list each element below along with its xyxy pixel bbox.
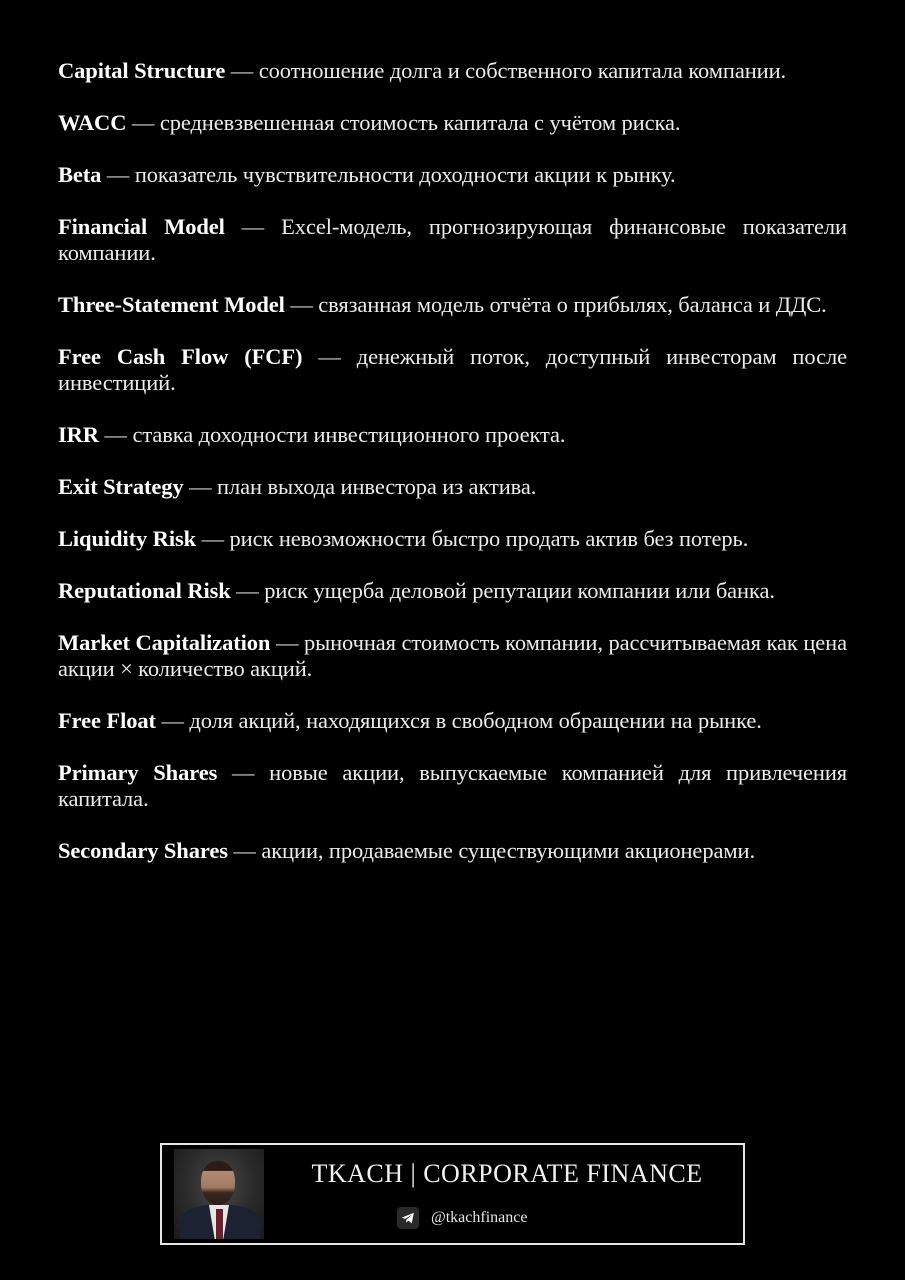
term: Exit Strategy xyxy=(58,474,184,499)
glossary-entry-beta xyxy=(58,162,847,188)
term: Financial Model xyxy=(58,214,225,239)
glossary-entry-free-cash-flow xyxy=(58,344,847,396)
definition: план выхода инвестора из актива. xyxy=(217,474,537,499)
definition: рыночная стоимость компании, рассчитываемая как цена акции × количество акций. xyxy=(58,630,847,681)
separator: — xyxy=(275,630,299,655)
separator: — xyxy=(230,58,254,83)
glossary-entry-wacc xyxy=(58,110,847,136)
glossary-entry-primary-shares xyxy=(58,760,847,812)
definition: соотношение долга и собственного капитала компании. xyxy=(258,58,787,83)
glossary-entry-three-statement-model xyxy=(58,292,847,318)
term: Reputational Risk xyxy=(58,578,231,603)
definition: ставка доходности инвестиционного проекта. xyxy=(132,422,566,447)
separator: — xyxy=(290,292,313,317)
separator: — xyxy=(318,344,341,369)
definition: доля акций, находящихся в свободном обращении на рынке. xyxy=(189,708,762,733)
term: Market Capitalization xyxy=(58,630,271,655)
glossary-entry-financial-model xyxy=(58,214,847,266)
definition: акции, продаваемые существующими акционерами. xyxy=(261,838,755,863)
definition: денежный поток, доступный инвесторам после инвестиций. xyxy=(58,344,847,395)
glossary-entry-liquidity-risk xyxy=(58,526,847,552)
term: Liquidity Risk xyxy=(58,526,197,551)
term: Free Cash Flow (FCF) xyxy=(58,344,303,369)
separator: — xyxy=(201,526,224,551)
term: IRR xyxy=(58,422,99,447)
term: Primary Shares xyxy=(58,760,218,785)
definition: средневзвешенная стоимость капитала с учётом риска. xyxy=(159,110,681,135)
photo-head xyxy=(201,1161,235,1205)
glossary-entry-secondary-shares xyxy=(58,838,847,864)
photo-tie xyxy=(216,1209,223,1239)
glossary-entry-reputational-risk xyxy=(58,578,847,604)
definition: связанная модель отчёта о прибылях, баланса и ДДС. xyxy=(318,292,827,317)
term: Free Float xyxy=(58,708,156,733)
separator: — xyxy=(241,214,265,239)
telegram-icon xyxy=(397,1207,419,1229)
glossary-list xyxy=(58,58,847,890)
glossary-entry-exit-strategy xyxy=(58,474,847,500)
separator: — xyxy=(104,422,127,447)
definition: новые акции, выпускаемые компанией для привлечения капитала. xyxy=(58,760,848,811)
glossary-entry-market-capitalization xyxy=(58,630,847,682)
separator: — xyxy=(106,162,130,187)
separator: — xyxy=(161,708,184,733)
author-card xyxy=(160,1143,745,1245)
glossary-entry-free-float xyxy=(58,708,847,734)
definition: показатель чувствительности доходности акции к рынку. xyxy=(134,162,676,187)
brand-title: TKACH | CORPORATE FINANCE xyxy=(311,1159,703,1188)
author-photo xyxy=(174,1149,264,1239)
term: Three-Statement Model xyxy=(58,292,285,317)
telegram-handle: @tkachfinance xyxy=(431,1209,528,1226)
telegram-link[interactable] xyxy=(397,1205,527,1231)
term: Beta xyxy=(58,162,102,187)
separator: — xyxy=(189,474,212,499)
term: Capital Structure xyxy=(58,58,226,83)
definition: риск невозможности быстро продать актив без потерь. xyxy=(229,526,749,551)
separator: — xyxy=(131,110,155,135)
term: WACC xyxy=(58,110,127,135)
definition: Excel-модель, прогнозирующая финансовые показатели компании. xyxy=(58,214,848,265)
separator: — xyxy=(233,838,256,863)
separator: — xyxy=(232,760,255,785)
term: Secondary Shares xyxy=(58,838,228,863)
glossary-entry-irr xyxy=(58,422,847,448)
definition: риск ущерба деловой репутации компании или банка. xyxy=(264,578,775,603)
separator: — xyxy=(236,578,259,603)
glossary-entry-capital-structure xyxy=(58,58,847,84)
